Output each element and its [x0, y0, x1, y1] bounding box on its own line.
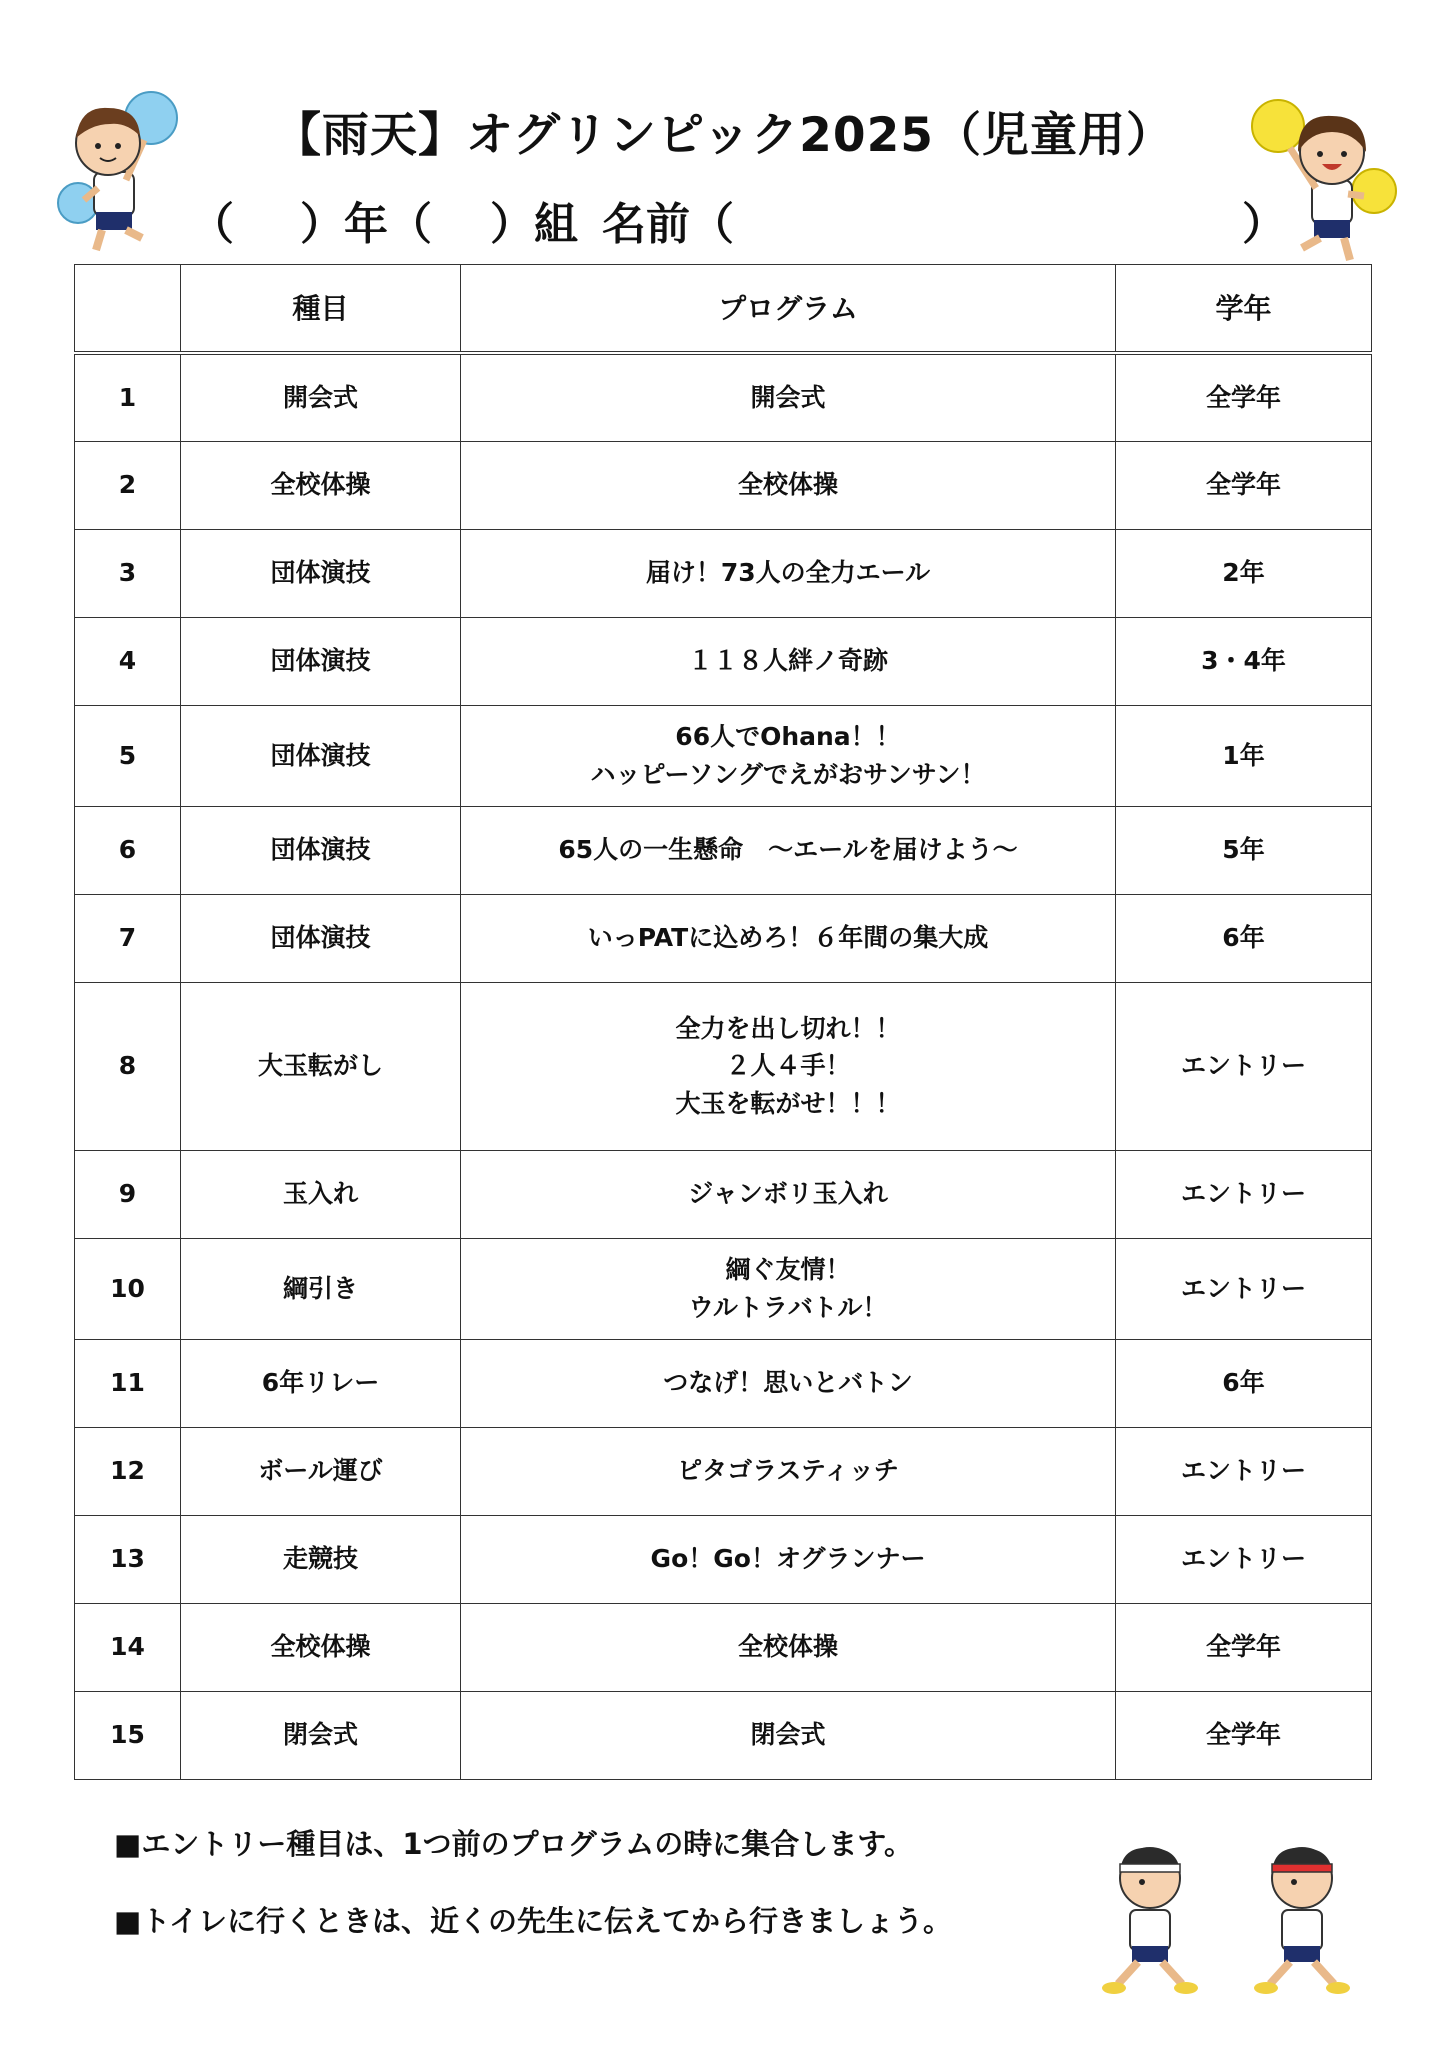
row-event: 走競技 — [181, 1515, 461, 1603]
row-grade: 1年 — [1116, 705, 1372, 806]
row-grade: エントリー — [1116, 1238, 1372, 1339]
row-program — [461, 1691, 1116, 1779]
row-grade: エントリー — [1116, 1427, 1372, 1515]
row-number: 9 — [75, 1150, 181, 1238]
row-program — [461, 1427, 1116, 1515]
row-number: 3 — [75, 529, 181, 617]
program-table-body — [75, 353, 1372, 1779]
table-row — [75, 1238, 1372, 1339]
program-line: いっPATに込めろ！６年間の集大成 — [587, 923, 989, 953]
row-grade: 全学年 — [1116, 1603, 1372, 1691]
program-line: ピタゴラスティッチ — [677, 1456, 899, 1486]
running-kids-illustration — [1088, 1838, 1378, 1998]
table-row — [75, 1339, 1372, 1427]
program-line: 65人の一生懸命 ～エールを届けよう～ — [558, 835, 1018, 865]
program-line: 全力を出し切れ！！ — [675, 1014, 901, 1044]
row-number: 11 — [75, 1339, 181, 1427]
notes — [114, 1822, 952, 1976]
row-program — [461, 705, 1116, 806]
table-row — [75, 982, 1372, 1150]
row-grade: 3・4年 — [1116, 617, 1372, 705]
name-line-class: ）組 — [490, 199, 578, 250]
row-event: 全校体操 — [181, 441, 461, 529]
row-number: 13 — [75, 1515, 181, 1603]
header-program: プログラム — [461, 265, 1116, 354]
header-event: 種目 — [181, 265, 461, 354]
row-event: 団体演技 — [181, 617, 461, 705]
row-number: 15 — [75, 1691, 181, 1779]
row-grade: エントリー — [1116, 1515, 1372, 1603]
row-event: 団体演技 — [181, 806, 461, 894]
cheering-girl-illustration — [1250, 96, 1400, 264]
note-entry: ■エントリー種目は、1つ前のプログラムの時に集合します。 — [114, 1827, 913, 1861]
program-line: Go！Go！オグランナー — [650, 1544, 926, 1574]
red-headband-icon — [1272, 1864, 1332, 1872]
row-program — [461, 1515, 1116, 1603]
row-program — [461, 1603, 1116, 1691]
table-header-row — [75, 265, 1372, 354]
program-line: 開会式 — [750, 383, 826, 413]
table-row — [75, 806, 1372, 894]
row-program — [461, 982, 1116, 1150]
page-title: 【雨天】オグリンピック2025（児童用） — [274, 108, 1174, 163]
row-grade: エントリー — [1116, 982, 1372, 1150]
row-event: 開会式 — [181, 353, 461, 441]
program-table — [74, 264, 1372, 1780]
table-row — [75, 1603, 1372, 1691]
row-program — [461, 441, 1116, 529]
row-event: 6年リレー — [181, 1339, 461, 1427]
table-row — [75, 1150, 1372, 1238]
program-line: ２人４手！ — [725, 1051, 851, 1081]
row-program — [461, 1238, 1116, 1339]
row-event: 綱引き — [181, 1238, 461, 1339]
yellow-pompom-icon — [1252, 100, 1304, 152]
program-line: 閉会式 — [750, 1720, 826, 1750]
row-program — [461, 806, 1116, 894]
program-line: つなげ！思いとバトン — [663, 1368, 913, 1398]
row-number: 10 — [75, 1238, 181, 1339]
program-line: １１８人絆ノ奇跡 — [687, 646, 888, 676]
name-line-year: ）年（ — [300, 199, 432, 250]
white-headband-icon — [1120, 1864, 1180, 1872]
row-grade: 全学年 — [1116, 353, 1372, 441]
row-grade: 6年 — [1116, 1339, 1372, 1427]
name-line-open: （ — [190, 199, 234, 250]
row-event: ボール運び — [181, 1427, 461, 1515]
cheering-boy-illustration — [56, 88, 186, 256]
row-event: 大玉転がし — [181, 982, 461, 1150]
row-number: 8 — [75, 982, 181, 1150]
program-line: ハッピーソングでえがおサンサン！ — [590, 759, 986, 789]
row-program — [461, 529, 1116, 617]
row-grade: エントリー — [1116, 1150, 1372, 1238]
row-number: 7 — [75, 894, 181, 982]
row-grade: 全学年 — [1116, 441, 1372, 529]
row-event: 団体演技 — [181, 894, 461, 982]
table-row — [75, 1427, 1372, 1515]
table-row — [75, 529, 1372, 617]
table-row — [75, 894, 1372, 982]
program-line: ジャンボリ玉入れ — [688, 1179, 888, 1209]
table-row — [75, 705, 1372, 806]
row-program — [461, 617, 1116, 705]
name-line-name: 名前（ — [602, 199, 734, 250]
program-line: 届け！73人の全力エール — [645, 558, 931, 588]
table-row — [75, 441, 1372, 529]
row-event: 玉入れ — [181, 1150, 461, 1238]
row-grade: 全学年 — [1116, 1691, 1372, 1779]
row-event: 閉会式 — [181, 1691, 461, 1779]
header-grade: 学年 — [1116, 265, 1372, 354]
row-number: 4 — [75, 617, 181, 705]
table-row — [75, 353, 1372, 441]
row-number: 6 — [75, 806, 181, 894]
program-line: 綱ぐ友情！ — [725, 1255, 851, 1285]
table-row — [75, 617, 1372, 705]
row-event: 団体演技 — [181, 705, 461, 806]
row-number: 5 — [75, 705, 181, 806]
row-number: 1 — [75, 353, 181, 441]
row-number: 12 — [75, 1427, 181, 1515]
row-grade: 5年 — [1116, 806, 1372, 894]
row-grade: 2年 — [1116, 529, 1372, 617]
name-line-close: ） — [1242, 199, 1286, 250]
program-line: 全校体操 — [737, 1632, 838, 1662]
row-program — [461, 1150, 1116, 1238]
header-number — [75, 265, 181, 354]
program-line: 全校体操 — [737, 470, 838, 500]
row-event: 全校体操 — [181, 1603, 461, 1691]
row-program — [461, 353, 1116, 441]
row-event: 団体演技 — [181, 529, 461, 617]
name-line — [190, 188, 1290, 248]
table-row — [75, 1691, 1372, 1779]
program-line: 66人でOhana！！ — [675, 722, 901, 752]
program-line: 大玉を転がせ！！！ — [675, 1088, 901, 1118]
program-line: ウルトラバトル！ — [688, 1292, 888, 1322]
row-grade: 6年 — [1116, 894, 1372, 982]
note-toilet: ■トイレに行くときは、近くの先生に伝えてから行きましょう。 — [114, 1904, 952, 1938]
row-program — [461, 894, 1116, 982]
row-number: 2 — [75, 441, 181, 529]
row-number: 14 — [75, 1603, 181, 1691]
table-row — [75, 1515, 1372, 1603]
row-program — [461, 1339, 1116, 1427]
